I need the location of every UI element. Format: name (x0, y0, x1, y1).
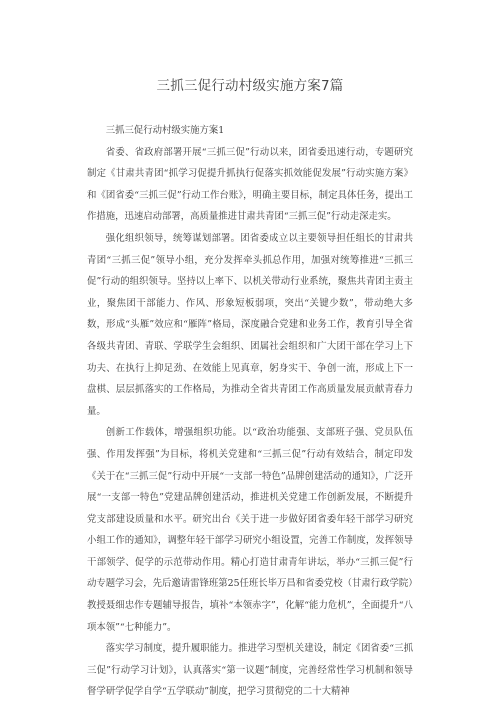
paragraph: 强化组织领导，统筹谋划部署。团省委成立以主要领导担任组长的甘肃共青团“三抓三促”领导小组，充分发挥牵头抓总作用，加强对统筹推进“三抓三促”行动的组织领导。坚持以上率下、以机关带动行业系统，聚焦共青团主责主业，聚焦团干部能力、作风、形象短板弱项，突出“关键少数”，带动绝大多数，形成“头雁”效应和“雁阵”格局，深度融合党建和业务工作，教育引导全省各级共青团、青联、学联学生会组织、团属社会组织和广大团干部在学习上下功夫、在执行上抑足劲、在效能上见真章，躬身实干、争创一流，形成上下一盘棋、层层抓落实的工作格局，为推动全省共青团工作高质量发展贡献青春力量。 (87, 232, 413, 417)
document-body (87, 120, 413, 703)
paragraph: 创新工作载体，增强组织功能。以“政治功能强、支部班子强、党员队伍强、作用发挥强”为目标，将机关党建和“三抓三促”行动有效结合，制定印发《关于在“三抓三促”行动中开展“一支部一特色”品牌创建活动的通知》，广泛开展“一支部一特色”党建品牌创建活动，推进机关党建工作创新发展，不断提升党支部建设质量和水平。研究出台《关于进一步做好团省委年轻干部学习研究小组工作的通知》，调整年轻干部学习研究小组设置，完善工作制度，发挥领导干部领学、促学的示范带动作用。精心打造甘肃青年讲坛，举办“三抓三促”行动专题学习会，先后邀请雷锋班第25任班长毕万昌和省委党校（甘肃行政学院）教授聂细忠作专题辅导报告，填补“本领赤字”，化解“能力危机”，全面提升“八项本领”“七种能力”。 (87, 427, 413, 633)
section-subtitle: 三抓三促行动村级实施方案1 (105, 125, 225, 136)
document-title: 三抓三促行动村级实施方案7篇 (156, 78, 344, 94)
paragraph: 落实学习制度，提升履职能力。推进学习型机关建设，制定《团省委“三抓三促”行动学习计划》，认真落实“第一议题”制度，完善经常性学习机制和领导督学研学促学自学“五学联动”制度，把学习贯彻党的二十大精神 (87, 643, 413, 698)
paragraph: 省委、省政府部署开展“三抓三促”行动以来，团省委迅速行动，专题研究制定《甘肃共青团“抓学习促提升抓执行促落实抓效能促发展”行动实施方案》和《团省委“三抓三促”行动工作台账》，明确主要目标，制定具体任务，提出工作措施，迅速启动部署，高质量推进甘肃共青团“三抓三促”行动走深走实。 (87, 146, 413, 223)
